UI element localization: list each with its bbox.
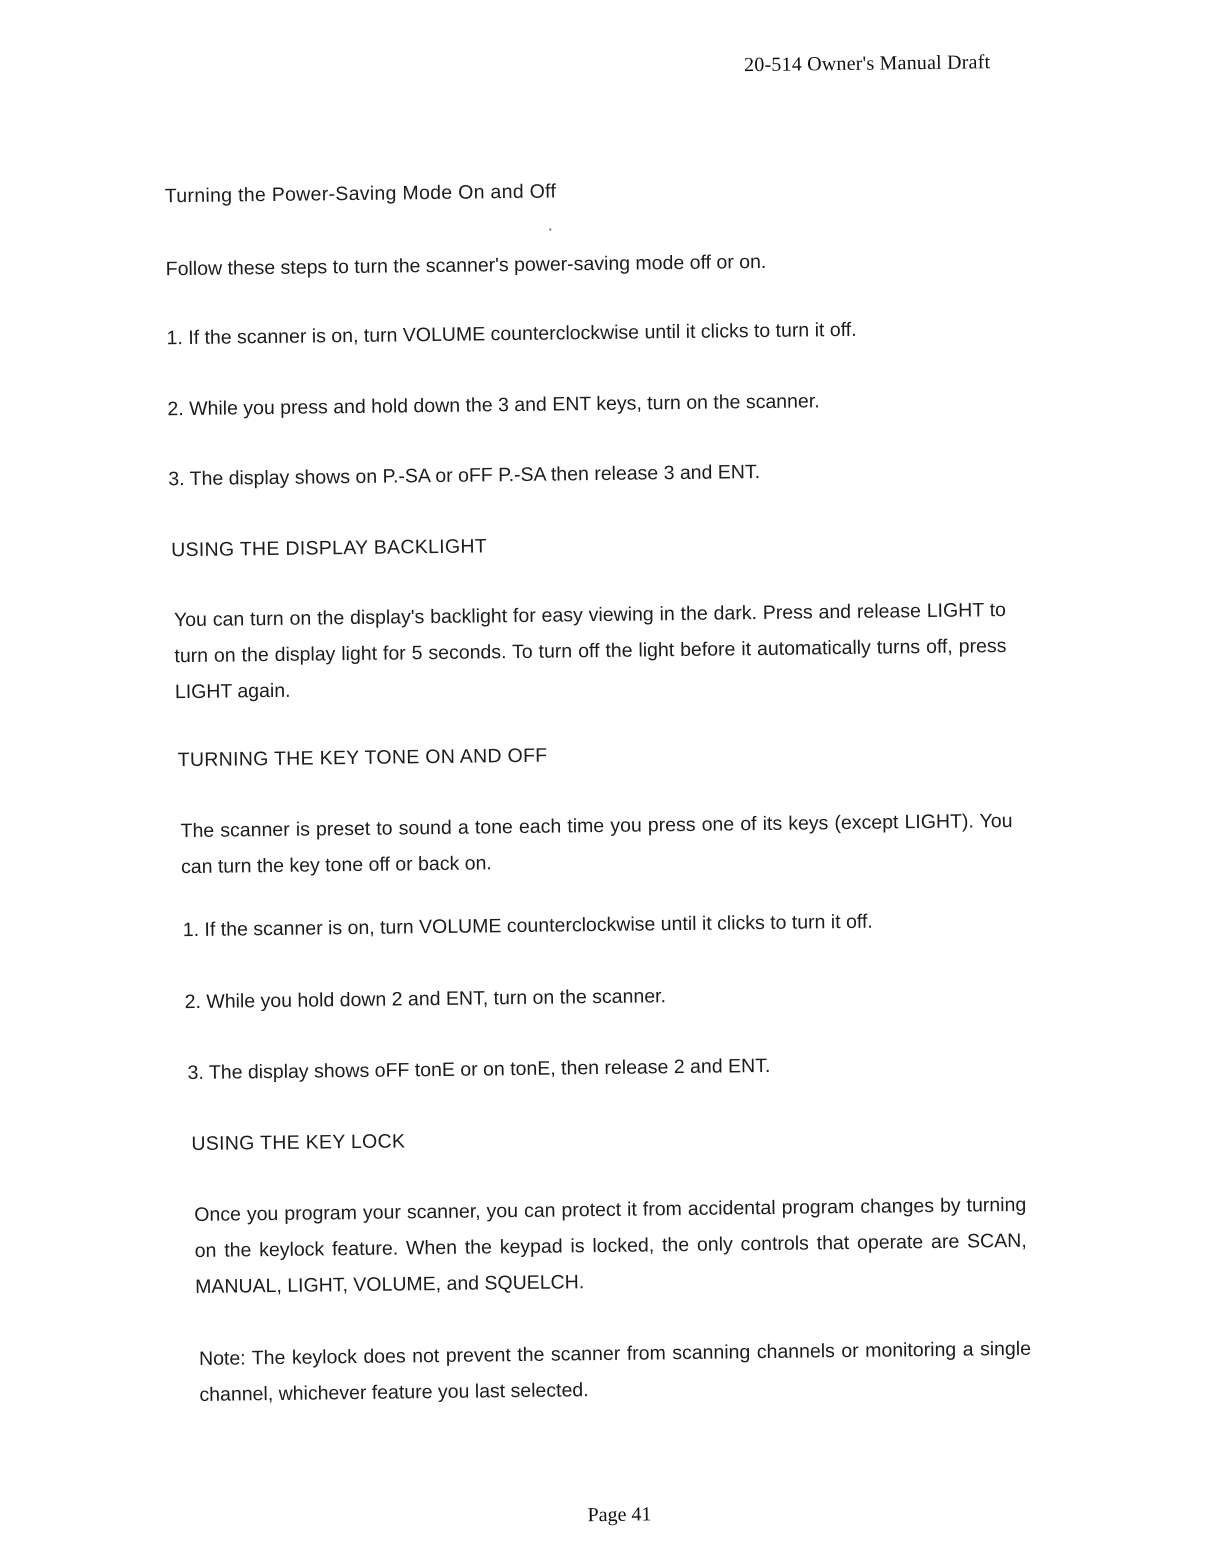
key-tone-step-3: 3. The display shows oFF tonE or on tonE, then release 2 and ENT. — [187, 1054, 771, 1085]
section-heading-backlight: USING THE DISPLAY BACKLIGHT — [171, 535, 488, 562]
scan-artifact — [549, 229, 551, 231]
section-heading-power-saving: Turning the Power-Saving Mode On and Off — [164, 180, 557, 208]
power-saving-step-3: 3. The display shows on P.-SA or oFF P.-SA then release 3 and ENT. — [168, 461, 761, 491]
page-header: 20-514 Owner's Manual Draft — [743, 51, 991, 77]
key-lock-paragraph: Once you program your scanner, you can protect it from accidental program changes by turning on the keylock feature. When the keypad is locked, the only controls that operate are SCAN, MANUAL, LIGHT, VOLUME, and SQUELCH. — [194, 1193, 1027, 1298]
backlight-paragraph: You can turn on the display's backlight for easy viewing in the dark. Press and release LIGHT to turn on the display light for 5 seconds. To turn off the light before it automatically turns off, press LIGHT again. — [173, 599, 1007, 704]
key-lock-note: Note: The keylock does not prevent the scanner from scanning channels or monitoring a single channel, whichever feature you last selected. — [198, 1337, 1032, 1406]
section-heading-key-tone: TURNING THE KEY TONE ON AND OFF — [177, 744, 548, 772]
key-tone-step-2: 2. While you hold down 2 and ENT, turn on the scanner. — [184, 985, 667, 1014]
key-tone-step-1: 1. If the scanner is on, turn VOLUME counterclockwise until it clicks to turn it off. — [182, 910, 873, 942]
section-heading-key-lock: USING THE KEY LOCK — [191, 1130, 406, 1156]
power-saving-step-1: 1. If the scanner is on, turn VOLUME counterclockwise until it clicks to turn it off. — [166, 318, 857, 350]
key-tone-paragraph: The scanner is preset to sound a tone each time you press one of its keys (except LIGHT). You can turn the key tone off or back on. — [180, 809, 1013, 879]
power-saving-intro: Follow these steps to turn the scanner's power-saving mode off or on. — [165, 250, 767, 281]
page-number: Page 41 — [587, 1503, 652, 1527]
power-saving-step-2: 2. While you press and hold down the 3 and ENT keys, turn on the scanner. — [167, 390, 820, 421]
